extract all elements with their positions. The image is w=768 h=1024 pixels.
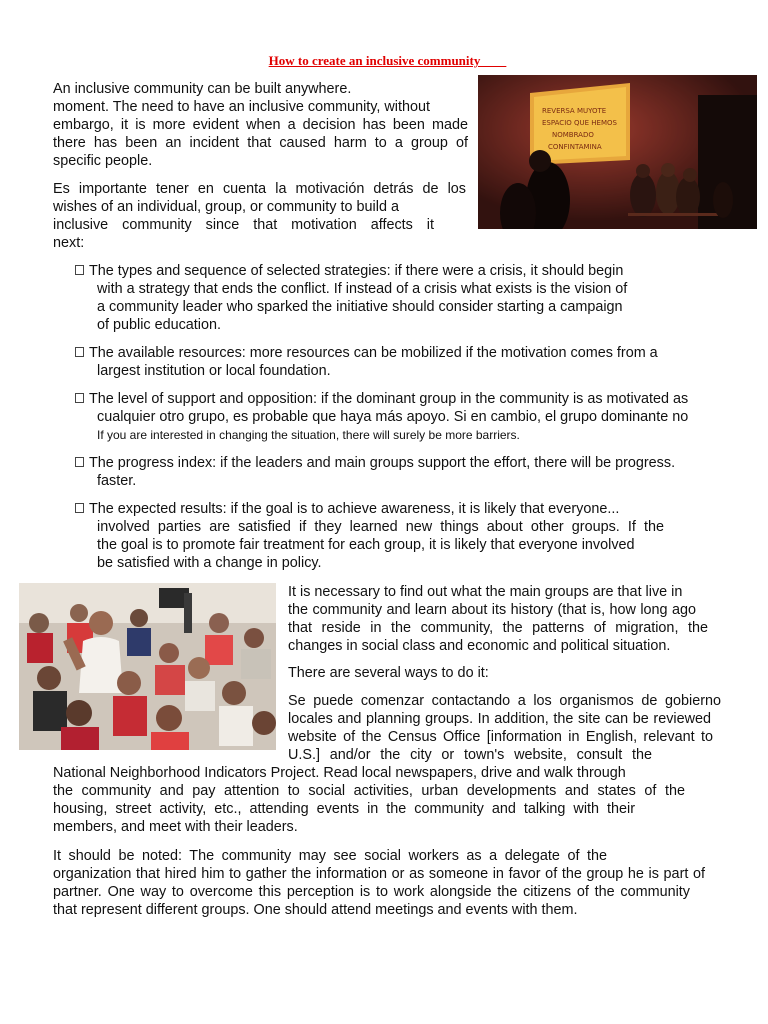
motivation-line: next:	[53, 235, 85, 251]
banner-text: CONFINTAMINA	[548, 143, 602, 151]
ways-paragraph: There are several ways to do it:	[288, 665, 489, 681]
motivation-paragraph	[53, 180, 466, 252]
bullet-text: The progress index: if the leaders and main groups support the effort, there will be progress.	[89, 455, 676, 471]
bullet-text: If you are interested in changing the situation, there will surely be more barriers.	[97, 428, 520, 442]
banner-text: ESPACIO QUE HEMOS	[542, 119, 617, 127]
history-line: that reside in the community, the patterns of migration, the	[288, 620, 708, 636]
bullet-results	[75, 500, 664, 572]
bullet-square-icon	[75, 393, 84, 403]
motivation-line: wishes of an individual, group, or community to build a	[53, 199, 399, 215]
bullet-text: of public education.	[97, 317, 222, 333]
bullet-text: involved parties are satisfied if they learned new things about other groups. If the	[97, 519, 664, 535]
note-paragraph	[53, 847, 708, 919]
bullet-text: The level of support and opposition: if the dominant group in the community is as motivated as	[89, 391, 689, 407]
bullet-square-icon	[75, 457, 84, 467]
bullet-text: The expected results: if the goal is to achieve awareness, it is likely that everyone...	[89, 501, 620, 517]
bullet-text: faster.	[97, 473, 137, 489]
history-line: changes in social class and economic and political situation.	[288, 638, 671, 654]
bullet-text: a community leader who sparked the initiative should consider starting a campaign	[97, 299, 623, 315]
contact-line: Se puede comenzar contactando a los organismos de gobierno	[288, 693, 721, 709]
bullet-text: cualquier otro grupo, es probable que haya más apoyo. Si en cambio, el grupo dominante no	[97, 409, 689, 425]
note-line: partner. One way to overcome this perception is to work alongside the citizens of the community	[53, 884, 690, 900]
contact-line: website of the Census Office [information in English, relevant to	[288, 729, 713, 745]
contact-line: National Neighborhood Indicators Project. Read local newspapers, drive and walk through	[53, 765, 626, 781]
bullet-text: the goal is to promote fair treatment for each group, it is likely that everyone involved	[97, 537, 635, 553]
intro-line: there has been an incident that caused harm to a group of	[53, 135, 468, 151]
page-title: How to create an inclusive community	[268, 53, 507, 68]
contact-line: locales and planning groups. In addition, the site can be reviewed	[288, 711, 711, 727]
banner-text: NOMBRADO	[552, 131, 594, 139]
bullet-text: largest institution or local foundation.	[97, 363, 331, 379]
bullet-text: The types and sequence of selected strategies: if there were a crisis, it should begin	[89, 263, 624, 279]
bullet-progress	[75, 454, 675, 490]
history-paragraph	[288, 583, 708, 655]
intro-line: An inclusive community can be built anywhere.	[53, 81, 352, 97]
contact-line: members, and meet with their leaders.	[53, 819, 298, 835]
note-line: that represent different groups. One should attend meetings and events with them.	[53, 902, 578, 918]
contact-line: U.S.] and/or the city or town's website, consult the	[288, 747, 652, 763]
crowd-photo-image	[19, 583, 276, 750]
intro-line: embargo, it is more evident when a decision has been made	[53, 117, 468, 133]
motivation-line: Es importante tener en cuenta la motivación detrás de los	[53, 181, 466, 197]
bullet-square-icon	[75, 265, 84, 275]
contact-line: the community and pay attention to social activities, urban developments and states of the	[53, 783, 685, 799]
intro-paragraph	[53, 80, 468, 170]
note-line: It should be noted: The community may see social workers as a delegate of the	[53, 848, 607, 864]
motivation-line: inclusive community since that motivation affects it	[53, 217, 434, 233]
bullet-resources	[75, 344, 658, 380]
note-line: organization that hired him to gather the information or as someone in favor of the group he is part of	[53, 866, 705, 882]
banner-text: REVERSA MUYOTE	[542, 107, 607, 115]
bullet-square-icon	[75, 347, 84, 357]
history-line: the community and learn about its history (that is, how long ago	[288, 602, 696, 618]
intro-line: specific people.	[53, 153, 153, 169]
intro-line: moment. The need to have an inclusive community, without	[53, 99, 431, 115]
bullet-text: The available resources: more resources can be mobilized if the motivation comes from a	[89, 345, 658, 361]
bullet-square-icon	[75, 503, 84, 513]
contact-line: housing, street activity, etc., attending events in the community and talking with their	[53, 801, 635, 817]
bullet-support	[75, 390, 688, 444]
contact-paragraph	[288, 692, 721, 764]
bullet-text: be satisfied with a change in policy.	[97, 555, 322, 571]
event-photo	[478, 75, 757, 229]
bullet-text: with a strategy that ends the conflict. If instead of a crisis what exists is the vision of	[97, 281, 628, 297]
crowd-photo	[19, 583, 276, 750]
bullet-strategies	[75, 262, 627, 334]
history-line: It is necessary to find out what the main groups are that live in	[288, 584, 683, 600]
contact-paragraph-cont	[53, 764, 686, 836]
event-photo-image	[478, 75, 757, 229]
